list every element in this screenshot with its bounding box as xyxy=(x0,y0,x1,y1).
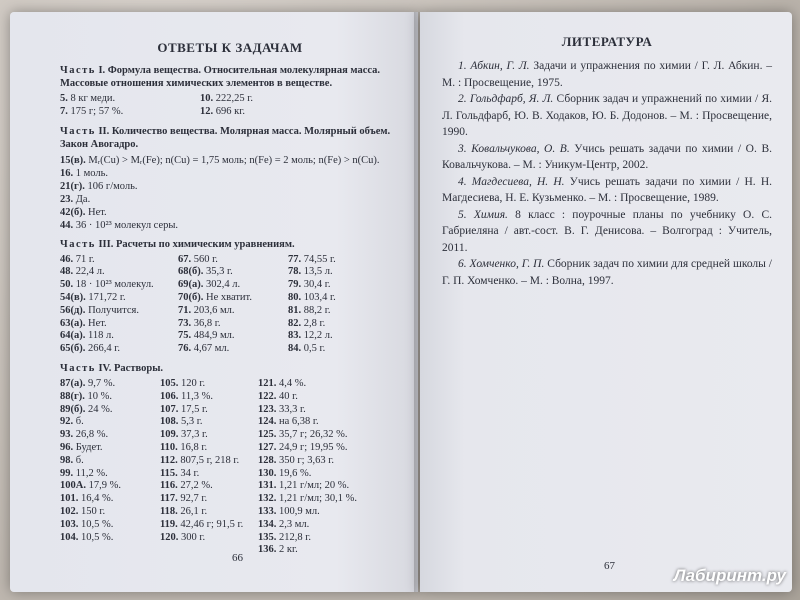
part3-answers xyxy=(60,254,400,356)
answer-item: 7. 175 г; 57 %. xyxy=(60,105,124,117)
part3-col1 xyxy=(60,254,178,356)
answer-item: 109. 37,3 г. xyxy=(160,429,208,441)
answer-item: 81. 88,2 г. xyxy=(288,304,331,316)
answer-item: 119. 42,46 г; 91,5 г. xyxy=(160,518,244,530)
part2-answers xyxy=(60,154,400,232)
answer-item: 121. 4,4 %. xyxy=(258,377,307,389)
answer-item: 99. 11,2 %. xyxy=(60,467,108,479)
answer-item: 65(б). 266,4 г. xyxy=(60,343,120,355)
answer-item: 21(г). 106 г/моль. xyxy=(60,180,138,192)
part4-heading: Часть IV. Растворы. xyxy=(60,362,164,374)
answer-item: 80. 103,4 г. xyxy=(288,291,336,303)
answer-item: 136. 2 кг. xyxy=(258,544,298,556)
answer-item: 125. 35,7 г; 26,32 %. xyxy=(258,429,348,441)
answer-item: 44. 36 · 10²³ молекул серы. xyxy=(60,219,179,231)
page-number: 66 xyxy=(232,552,243,564)
answer-item: 106. 11,3 %. xyxy=(160,390,213,402)
answer-item: 107. 17,5 г. xyxy=(160,403,208,415)
part1-col2 xyxy=(200,93,340,119)
answer-item: 127. 24,9 г; 19,95 %. xyxy=(258,441,348,453)
answer-item: 5. 8 кг меди. xyxy=(60,93,116,104)
answer-item: 128. 350 г; 3,63 г. xyxy=(258,454,334,466)
answer-item: 124. на 6,38 г. xyxy=(258,416,319,428)
page-number: 67 xyxy=(604,560,615,572)
page-title: ОТВЕТЫ К ЗАДАЧАМ xyxy=(157,40,303,55)
part4-answers xyxy=(60,378,400,557)
answer-item: 133. 100,9 мл. xyxy=(258,505,320,517)
part1-answers xyxy=(60,93,400,119)
answer-item: 101. 16,4 %. xyxy=(60,493,114,505)
part3-heading: Часть III. Расчеты по химическим уравнениям. xyxy=(60,238,295,250)
answer-item: 104. 10,5 %. xyxy=(60,531,114,543)
answer-item: 77. 74,55 г. xyxy=(288,253,336,265)
answer-item: 12. 696 кг. xyxy=(200,105,245,117)
part3-col2 xyxy=(178,254,288,356)
answer-item: 92. б. xyxy=(60,416,84,428)
answer-item: 135. 212,8 г. xyxy=(258,531,311,543)
answer-item: 88(г). 10 %. xyxy=(60,390,113,402)
answer-item: 108. 5,3 г. xyxy=(160,416,203,428)
answer-item: 83. 12,2 л. xyxy=(288,330,333,342)
answer-item: 67. 560 г. xyxy=(178,253,218,265)
answer-item: 70(б). Не хватит. xyxy=(178,291,252,303)
answer-item: 76. 4,67 мл. xyxy=(178,343,230,355)
answer-item: 10. 222,25 г. xyxy=(200,93,253,104)
answer-item: 73. 36,8 г. xyxy=(178,317,221,329)
answer-item: 102. 150 г. xyxy=(60,505,106,517)
answer-item: 103. 10,5 %. xyxy=(60,518,114,530)
answer-item: 93. 26,8 %. xyxy=(60,429,109,441)
answer-item: 116. 27,2 %. xyxy=(160,480,213,492)
answer-item: 118. 26,1 г. xyxy=(160,505,208,517)
answer-item: 56(д). Получится. xyxy=(60,304,139,316)
answer-item: 68(б). 35,3 г. xyxy=(178,266,233,278)
answer-item: 78. 13,5 л. xyxy=(288,266,333,278)
answers-section xyxy=(60,40,400,557)
part4-col3 xyxy=(258,378,388,557)
literature-item: 2. Гольдфарб, Я. Л. Сборник задач и упражнений по химии / Я. Л. Гольдфарб, Ю. В. Ходаков, Ю. Б. Додонов. – М. : Просвещение, 1990. xyxy=(442,93,772,138)
part2-heading: Часть II. Количество вещества. Молярная масса. Молярный объем. Закон Авогадро. xyxy=(60,125,391,150)
part1-heading: Часть I. Формула вещества. Относительная молекулярная масса. Массовые отношения химических элементов в веществе. xyxy=(60,65,381,89)
answer-item: 50. 18 · 10²³ молекул. xyxy=(60,279,154,291)
answer-item: 130. 19,6 %. xyxy=(258,467,312,479)
answer-item: 79. 30,4 г. xyxy=(288,279,331,291)
answer-item: 96. Будет. xyxy=(60,441,103,453)
answer-item: 131. 1,21 г/мл; 20 %. xyxy=(258,480,350,492)
labirint-watermark: Лабиринт.ру xyxy=(673,566,786,585)
right-page xyxy=(420,12,792,592)
answer-item: 48. 22,4 л. xyxy=(60,266,105,278)
answer-item: 82. 2,8 г. xyxy=(288,317,326,329)
answer-item: 117. 92,7 г. xyxy=(160,493,208,505)
answer-item: 16. 1 моль. xyxy=(60,167,109,179)
answer-item: 69(а). 302,4 л. xyxy=(178,279,241,291)
answer-item: 132. 1,21 г/мл; 30,1 %. xyxy=(258,493,358,505)
answer-item: 87(а). 9,7 %. xyxy=(60,377,116,389)
answer-item: 84. 0,5 г. xyxy=(288,343,326,355)
answer-item: 75. 484,9 мл. xyxy=(178,330,235,342)
answer-item: 120. 300 г. xyxy=(160,531,206,543)
answer-item: 63(а). Нет. xyxy=(60,317,107,329)
answer-item: 115. 34 г. xyxy=(160,467,200,479)
answer-item: 98. б. xyxy=(60,454,84,466)
answer-item: 105. 120 г. xyxy=(160,377,206,389)
literature-item: 1. Абкин, Г. Л. Задачи и упражнения по химии / Г. Л. Абкин. – М. : Просвещение, 1975. xyxy=(442,60,772,89)
part4-col2 xyxy=(160,378,258,557)
answer-item: 54(в). 171,72 г. xyxy=(60,291,126,303)
answer-item: 15(в). Mᵣ(Cu) > Mᵣ(Fe); n(Cu) = 1,75 моль; n(Fe) = 2 моль; n(Fe) > n(Cu). xyxy=(60,154,380,166)
part3-col3 xyxy=(288,254,398,356)
answer-item: 71. 203,6 мл. xyxy=(178,304,235,316)
left-page xyxy=(10,12,418,592)
answer-item: 123. 33,3 г. xyxy=(258,403,306,415)
answer-item: 122. 40 г. xyxy=(258,390,298,402)
literature-item: 6. Хомченко, Г. П. Сборник задач по химии для средней школы / Г. П. Хомченко. – М. : Волна, 1997. xyxy=(442,258,772,287)
answer-item: 112. 807,5 г, 218 г. xyxy=(160,454,240,466)
literature-item: 3. Ковальчукова, О. В. Учись решать задачи по химии / О. В. Ковальчукова. – М. : Уникум-Центр, 2002. xyxy=(442,142,772,171)
literature-item: 5. Химия. 8 класс : поурочные планы по учебнику О. С. Габриеляна / авт.-сост. В. Г. Денисова. – Волгоград : Учитель, 2011. xyxy=(442,208,772,254)
part4-col1 xyxy=(60,378,160,557)
answer-item: 46. 71 г. xyxy=(60,253,95,265)
part1-col1 xyxy=(60,93,200,119)
literature-item: 4. Магдесиева, Н. Н. Учись решать задачи по химии / Н. Н. Магдесиева, Н. Е. Кузьменко. – М. : Просвещение, 1989. xyxy=(442,175,772,204)
literature-section xyxy=(442,34,772,289)
answer-item: 42(б). Нет. xyxy=(60,206,107,218)
answer-item: 100А. 17,9 %. xyxy=(60,480,121,492)
page-title: ЛИТЕРАТУРА xyxy=(561,34,653,49)
answer-item: 110. 16,8 г. xyxy=(160,441,208,453)
answer-item: 89(б). 24 %. xyxy=(60,403,113,415)
answer-item: 23. Да. xyxy=(60,193,91,205)
answer-item: 134. 2,3 мл. xyxy=(258,518,310,530)
answer-item: 64(а). 118 л. xyxy=(60,330,114,342)
